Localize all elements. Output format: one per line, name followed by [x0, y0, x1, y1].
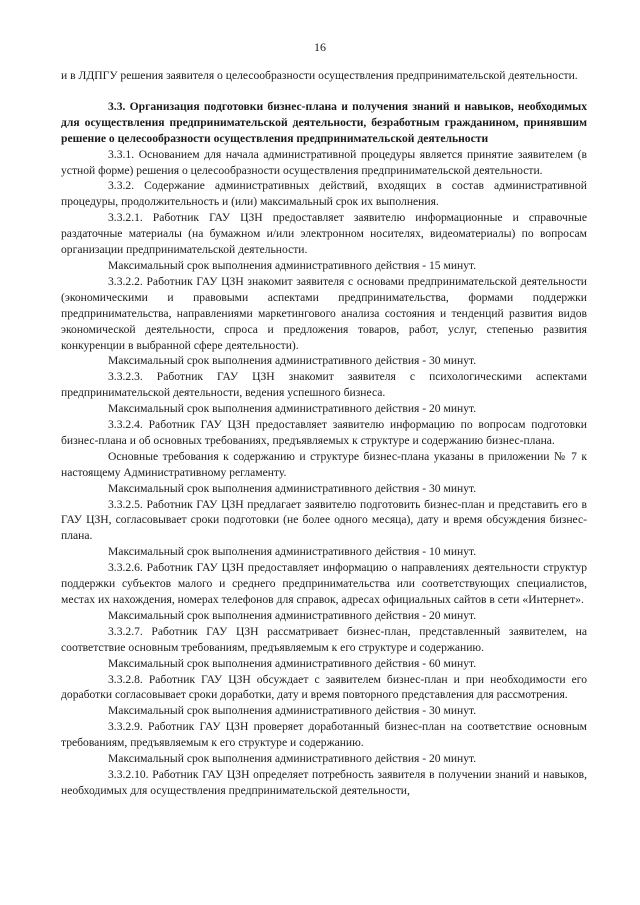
paragraph: 3.3.2.5. Работник ГАУ ЦЗН предлагает заявителю подготовить бизнес-план и представить его в ГАУ ЦЗН, согласовывает сроки подготовки (не более одного месяца), дату и время обсуждения бизнес-плана. [61, 497, 587, 543]
paragraph: Основные требования к содержанию и структуре бизнес-плана указаны в приложении № 7 к настоящему Административному регламенту. [61, 449, 587, 479]
deadline-line: Максимальный срок выполнения административного действия - 60 минут. [108, 656, 477, 670]
deadline-line: Максимальный срок выполнения административного действия - 20 минут. [108, 608, 477, 622]
page-number: 16 [314, 40, 326, 54]
deadline-line: Максимальный срок выполнения административного действия - 10 минут. [108, 545, 477, 559]
paragraph: 3.3.2.1. Работник ГАУ ЦЗН предоставляет заявителю информационные и справочные раздаточные материалы (на бумажном и/или электронном носителях, видеоматериалы) по вопросам организации предпринимательской деятельности. [61, 211, 587, 257]
paragraph: 3.3.2. Содержание административных действий, входящих в состав административной процедуры, продолжительность и (или) максимальный срок их выполнения. [61, 179, 587, 209]
section-spacer [61, 84, 587, 99]
deadline-line: Максимальный срок выполнения административного действия - 20 минут. [108, 402, 477, 416]
deadline-line: Максимальный срок выполнения административного действия - 30 минут. [108, 354, 477, 368]
paragraph: 3.3.2.9. Работник ГАУ ЦЗН проверяет доработанный бизнес-план на соответствие основным требованиям, предъявляемым к его структуре и содержанию. [61, 720, 587, 750]
deadline-line: Максимальный срок выполнения административного действия - 20 минут. [108, 752, 477, 766]
paragraph: 3.3.2.7. Работник ГАУ ЦЗН рассматривает бизнес-план, представленный заявителем, на соответствие основным требованиям, предъявляемым к его структуре и содержанию. [61, 624, 587, 654]
deadline-line: Максимальный срок выполнения административного действия - 30 минут. [108, 481, 477, 495]
paragraph: 3.3.2.6. Работник ГАУ ЦЗН предоставляет информацию о направлениях деятельности структур поддержки субъектов малого и среднего предпринимательства или соответствующих специалистов, местах их нахождения, номерах телефонов для справок, адресах официальных сайтов в сети «Интернет». [61, 561, 587, 606]
paragraph: 3.3.2.4. Работник ГАУ ЦЗН предоставляет заявителю информацию по вопросам подготовки бизнес-плана и об основных требованиях, предъявляемых к структуре и содержанию бизнес-плана. [61, 418, 587, 447]
paragraph: 3.3.2.3. Работник ГАУ ЦЗН знакомит заявителя с психологическими аспектами предпринимательской деятельности, ведения успешного бизнеса. [61, 370, 587, 400]
paragraph: 3.3.2.8. Работник ГАУ ЦЗН обсуждает с заявителем бизнес-план и при необходимости его доработки согласовывает сроки доработки, дату и время повторного представления для рассмотрения. [61, 672, 587, 702]
page-body [61, 68, 587, 799]
paragraph: 3.3.1. Основанием для начала административной процедуры является принятие заявителем (в устной форме) решения о целесообразности осуществления предпринимательской деятельности. [61, 147, 587, 177]
deadline-line: Максимальный срок выполнения административного действия - 30 минут. [108, 704, 477, 718]
paragraph: и в ЛДПГУ решения заявителя о целесообразности осуществления предпринимательской деятельности. [61, 69, 578, 82]
paragraph: 3.3.2.10. Работник ГАУ ЦЗН определяет потребность заявителя в получении знаний и навыков, необходимых для осуществления предпринимательской деятельности, [61, 767, 587, 797]
paragraph: 3.3.2.2. Работник ГАУ ЦЗН знакомит заявителя с основами предпринимательской деятельности (экономическими и правовыми аспектами предпринимательства, формами поддержки предпринимательства, направлениями маркетингового анализа состояния и тенденций развития видов экономической деятельности, спроса и предложения товаров, работ, услуг, степенью развития конкуренции в выбранной сфере деятельности). [61, 274, 587, 352]
section-heading: 3.3. Организация подготовки бизнес-плана и получения знаний и навыков, необходимых для осуществления предпринимательской деятельности, безработным гражданином, принявшим решение о целесообразности осуществления предпринимательской деятельности [61, 99, 587, 145]
deadline-line: Максимальный срок выполнения административного действия - 15 минут. [108, 258, 477, 272]
